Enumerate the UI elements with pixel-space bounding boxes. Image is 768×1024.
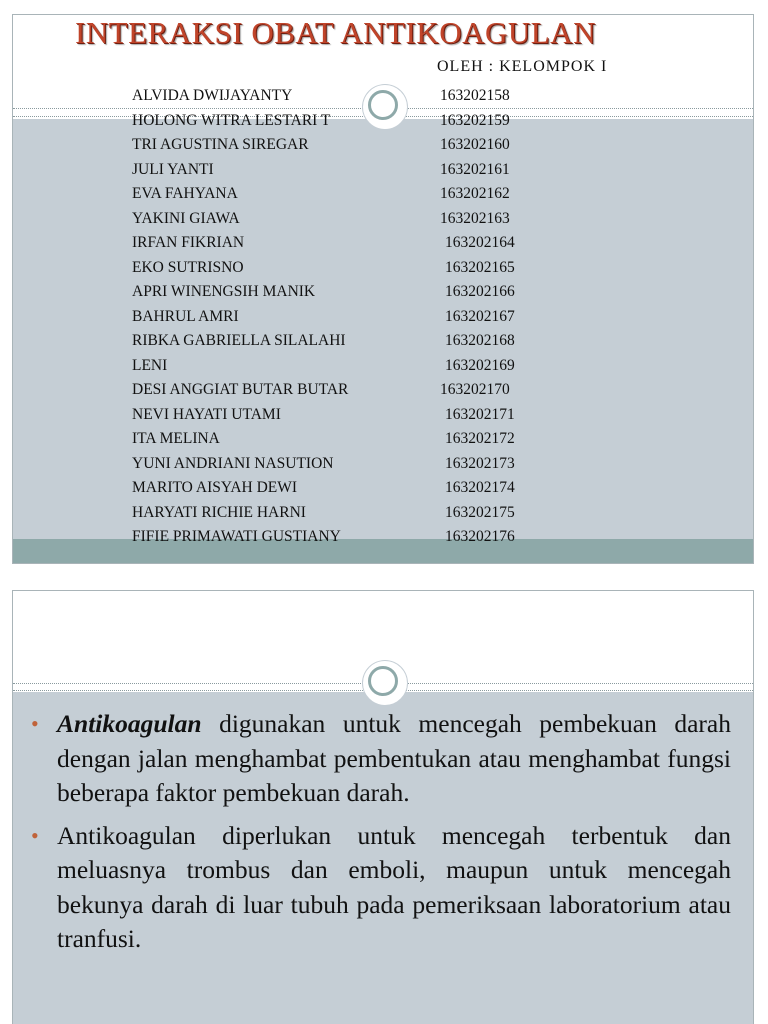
member-id: 163202176 <box>445 528 515 545</box>
member-name: DESI ANGGIAT BUTAR BUTAR <box>132 381 349 398</box>
byline: OLEH : KELOMPOK I <box>437 58 608 75</box>
member-row <box>132 259 652 284</box>
member-id: 163202163 <box>440 209 510 227</box>
member-list <box>132 87 652 553</box>
member-row <box>132 528 652 553</box>
member-id: 163202165 <box>445 258 515 276</box>
member-row <box>132 381 652 406</box>
member-name: JULI YANTI <box>132 160 214 178</box>
member-name: YUNI ANDRIANI NASUTION <box>132 454 334 472</box>
member-id: 163202164 <box>445 234 515 251</box>
circle-ornament-icon <box>363 661 407 705</box>
member-id: 163202169 <box>445 356 515 374</box>
member-row <box>132 406 652 431</box>
member-id: 163202166 <box>445 283 515 300</box>
member-id: 163202174 <box>445 479 515 496</box>
member-row <box>132 234 652 259</box>
member-row <box>132 112 652 137</box>
member-name: LENI <box>132 356 168 374</box>
member-id: 163202173 <box>445 454 515 472</box>
member-id: 163202175 <box>445 503 515 521</box>
member-row <box>132 185 652 210</box>
member-name: BAHRUL AMRI <box>132 307 239 325</box>
member-name: APRI WINENGSIH MANIK <box>132 283 316 300</box>
member-id: 163202171 <box>445 405 515 423</box>
slide-title-text: INTERAKSI OBAT ANTIKOAGULAN <box>75 15 596 50</box>
member-name: HOLONG WITRA LESTARI T <box>132 111 331 129</box>
bullet-text: digunakan untuk mencegah pembekuan darah dengan jalan menghambat pembentukan atau menghambat fungsi beberapa faktor pembekuan darah. <box>57 709 731 807</box>
bullet-item <box>31 707 731 811</box>
member-id: 163202161 <box>440 160 510 178</box>
member-id: 163202168 <box>445 332 515 349</box>
member-row <box>132 430 652 455</box>
member-row <box>132 308 652 333</box>
member-row <box>132 136 652 161</box>
bullet-list <box>31 707 731 965</box>
bullet-dot-icon: • <box>31 711 39 736</box>
member-name: FIFIE PRIMAWATI GUSTIANY <box>132 528 341 545</box>
member-row <box>132 455 652 480</box>
member-id: 163202172 <box>445 430 515 447</box>
member-name: TRI AGUSTINA SIREGAR <box>132 136 309 153</box>
slide-content <box>12 590 754 1024</box>
member-id: 163202162 <box>440 185 510 202</box>
bullet-item <box>31 819 731 957</box>
member-row <box>132 357 652 382</box>
member-name: ALVIDA DWIJAYANTY <box>132 87 293 104</box>
member-row <box>132 283 652 308</box>
member-name: ITA MELINA <box>132 430 220 447</box>
member-name: EKO SUTRISNO <box>132 258 244 276</box>
bullet-dot-icon: • <box>31 822 39 848</box>
member-id: 163202167 <box>445 307 515 325</box>
member-name: NEVI HAYATI UTAMI <box>132 405 281 423</box>
member-row <box>132 210 652 235</box>
member-row <box>132 504 652 529</box>
member-id: 163202170 <box>440 381 510 398</box>
member-row <box>132 479 652 504</box>
member-name: RIBKA GABRIELLA SILALAHI <box>132 332 346 349</box>
member-name: MARITO AISYAH DEWI <box>132 479 298 496</box>
slide-title <box>12 14 754 564</box>
member-id: 163202160 <box>440 136 510 153</box>
member-name: YAKINI GIAWA <box>132 209 240 227</box>
bullet-lead-term: Antikoagulan <box>57 709 202 738</box>
bullet-text: Antikoagulan diperlukan untuk mencegah terbentuk dan meluasnya trombus dan emboli, maupun untuk mencegah bekunya darah di luar tubuh pada pemeriksaan laboratorium atau tranfusi. <box>57 820 731 953</box>
member-row <box>132 161 652 186</box>
member-id: 163202159 <box>440 111 510 129</box>
member-id: 163202158 <box>440 87 510 104</box>
member-row <box>132 332 652 357</box>
member-name: EVA FAHYANA <box>132 185 238 202</box>
member-name: HARYATI RICHIE HARNI <box>132 503 306 521</box>
member-row <box>132 87 652 112</box>
member-name: IRFAN FIKRIAN <box>132 234 245 251</box>
